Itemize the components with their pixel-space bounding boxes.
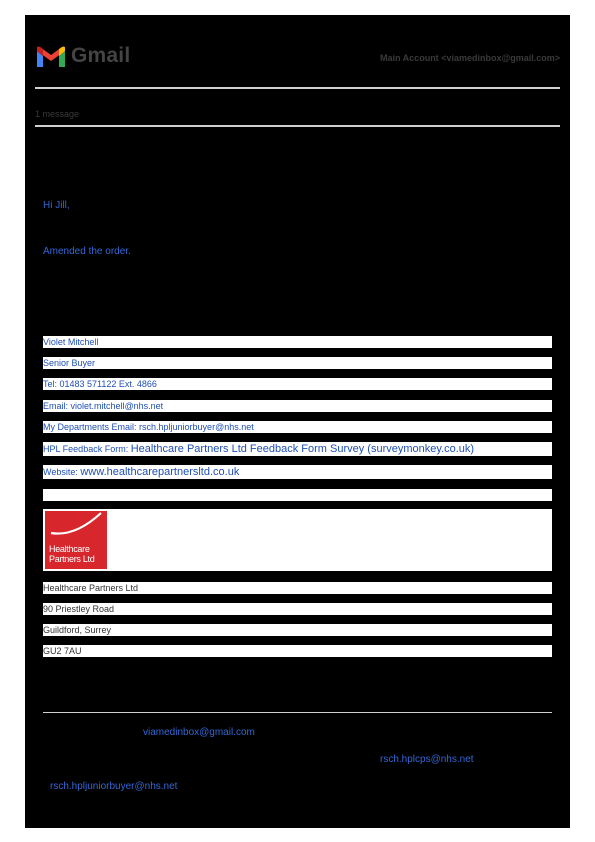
email-print-page [25,15,570,828]
address-city: Guildford, Surrey [43,624,552,636]
footer-divider [43,712,552,713]
address-street: 90 Priestley Road [43,603,552,615]
healthcare-partners-logo [45,511,107,569]
gmail-logo-icon [35,45,67,69]
website-link[interactable]: www.healthcarepartnersltd.co.uk [80,466,240,478]
website-label: Website: [43,467,81,477]
gmail-wordmark: Gmail [71,44,131,67]
signature-spacer-row [43,489,552,501]
footer-link-juniorbuyer[interactable]: rsch.hpljuniorbuyer@nhs.net [50,781,178,792]
logo-text [49,544,94,564]
signature-name: Violet Mitchell [43,336,552,348]
footer-link-hplcps[interactable]: rsch.hplcps@nhs.net [380,754,474,765]
logo-text-line1: Healthcare [49,544,90,554]
company-logo-area [43,509,552,571]
address-company: Healthcare Partners Ltd [43,582,552,594]
header-divider [35,87,560,89]
message-count: 1 message [35,109,80,119]
signature-department-email[interactable]: My Departments Email: rsch.hpljuniorbuyer@nhs.net [43,421,552,433]
signature-feedback-row [43,442,552,456]
message-body-text: Amended the order. [43,246,131,257]
thread-divider [35,125,560,127]
signature-title: Senior Buyer [43,357,552,369]
feedback-label: HPL Feedback Form: [43,444,131,454]
address-postcode: GU2 7AU [43,645,552,657]
signature-phone: Tel: 01483 571122 Ext. 4866 [43,378,552,390]
account-label: Main Account <viamedinbox@gmail.com> [380,53,560,63]
logo-text-line2: Partners Ltd [49,554,95,564]
greeting-text: Hi Jill, [43,200,70,211]
signature-website-row [43,465,552,479]
signature-email[interactable]: Email: violet.mitchell@nhs.net [43,400,552,412]
footer-link-viamedinbox[interactable]: viamedinbox@gmail.com [143,727,255,738]
feedback-link[interactable]: Healthcare Partners Ltd Feedback Form Survey (surveymonkey.co.uk) [130,443,475,455]
